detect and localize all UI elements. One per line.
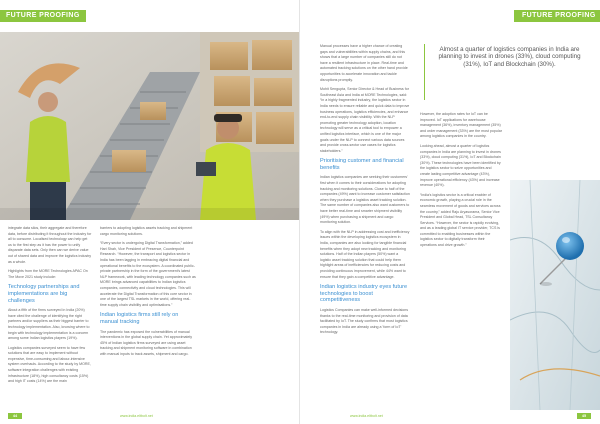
left-column-1 — [8, 226, 92, 389]
quote-paragraph: “Every sector is undergoing Digital Transformation,” added Hari Shah, Vice President of Presence, Counterpoint Research. “However, the transport and logistics sector in India has been lagging in embracing digital financial and operational benefits to the ecosystem. A coordinated public-private partnership in the form of the government's latest NLP framework, with leading technology companies such as MORE brings advanced capabilities to Indian logistics companies, connectivity and cloud technologies. This will accelerate the Digital Transformation of this core sector in one of the largest TSL markets in the world, offering real-time supply chain visibility and optimisations.” — [100, 241, 196, 307]
map-pin-photo — [510, 180, 600, 410]
subheading: Technology partnerships and implementations are big challenges — [8, 284, 80, 304]
section-tag-right: FUTURE PROOFING — [514, 10, 600, 22]
paragraph: integrate data silos, their aggregate and therefore data, before distributing it throughout the industry for all to consume. Localised technology can help get us to the first step as it has the power to unify disparate data sets. Only then can we derive value out of shared data and improve the logistics industry as a whole. — [8, 226, 92, 264]
paragraph: Indian logistics companies are seeking their customers' first when it comes to their considerations for adopting tracking and monitoring solutions. Close to half of the companies (49%) want to increase customer satisfaction when they purchase a logistics asset tracking solution. The same number of companies also want customers to have better real-time and smarter shipment visibility (49%) when purchasing a shipment and cargo monitoring solution. — [320, 175, 410, 225]
section-tag-left: FUTURE PROOFING — [0, 10, 86, 22]
warehouse-workers-photo — [0, 32, 300, 220]
right-column-1 — [320, 44, 410, 340]
paragraph: Manual processes have a higher chance of creating gaps and vulnerabilities within supply chains, and this shows that a large number of companies still do not have a resilient infrastructure in place. Real-time and automated tracking solutions on the other hand provide opportunities to accelerate innovation and tackle disruptions promptly. — [320, 44, 408, 82]
page-number-left: 44 — [8, 413, 22, 419]
pull-quote — [424, 44, 594, 100]
quote-paragraph: Mohit Sengupta, Senior Director & Head of Business for Southeast Asia and India at MORE Technologies, said: “In a highly fragmented industry, the logistics sector in India needs to ensure reliable and quick data to improve business operations, logistics efficiencies, and enhance end-to-end supply chain visibility. With the NLP promoting greater technology adoption, location technology will serve as a critical tool to empower a unified logistics interface, which is one of the major goals under the NLP to connect various data sources and provide cross-sector use cases for logistics stakeholders.” — [320, 87, 410, 153]
subheading: Indian logistics industry eyes future technologies to boost competitiveness — [320, 284, 408, 304]
subheading: Prioritising customer and financial benefits — [320, 158, 404, 171]
footer-url-left[interactable]: www.india.eltbolt.net — [120, 414, 153, 418]
paragraph: However, the adoption rates for IoT can be improved. IoT applications for warehouse management (36%), inventory management (35%) and order management (33%) are the most popular among logistics companies in the country. — [420, 112, 502, 139]
right-column-2 — [420, 112, 502, 253]
subheading: Indian logistics firms still rely on manual tracking — [100, 312, 179, 325]
paragraph: Logistics companies surveyed seem to have few solutions that are easy to implement without expensive, time-consuming and labour-intensive system overhauls. According to the study by MORE, software integration challenges with existing infrastructure (18%), high consultancy costs (15%) and high IT costs (14%) are the main — [8, 345, 91, 384]
paragraph: About a fifth of the firms surveyed in India (20%) have cited the challenge of identifying the right partners and/or suppliers as their biggest barrier to technology implementation. Also, knowing where to begin with technology implementation is a concern among some Indian logistics players (19%). — [8, 308, 90, 341]
footer-url-right[interactable]: www.india.eltbolt.net — [350, 414, 383, 418]
quote-paragraph: “India's logistics sector is a critical enabler of economic growth, playing a crucial role in the seamless movement of goods and services across the country,” added Raju Aryasorama, Senior Vice President and Global Head, TSL Consultancy Services. “However, the sector is rapidly evolving, and as a leading global IT service provider, TCS is committed to enabling businesses within the logistics sector to digitally transform their operations and drive growth.” — [420, 192, 501, 248]
page-number-right: 45 — [577, 413, 591, 419]
paragraph: barriers to adopting logistics assets tracking and shipment cargo monitoring solutions. — [100, 226, 193, 236]
paragraph: To align with the NLP in addressing cost and inefficiency issues within the developing logistics ecosystem in India, companies are also looking for tangible financial benefits when they adopt new tracking and monitoring solutions. Half of the Indian players (50%) want a logistic asset tracking solution that could help them highlight areas of inefficiencies for reducing costs and providing continuous improvement, while 44% want to ensure that they gain a competitive advantage. — [320, 229, 410, 279]
paragraph: Logistics Companies can make well-informed decisions thanks to the real-time monitoring and provision of data facilitated by IoT. The study confirms that most logistics companies in India are already using a 'form of IoT' technology. — [320, 307, 409, 335]
pull-quote-text: Almost a quarter of logistics companies in India are planning to invest in drones (33%), cloud computing (31%), IoT and Blockchain (30%). — [438, 46, 581, 68]
paragraph: Looking ahead, almost a quarter of logistics companies in India are planning to invest in drones (33%), cloud computing (31%), IoT and Blockchain (30%). These technologies have been identified by the logistics sector to seize opportunities and create lasting competitive advantage (43%), improve operational efficiency (43%) and increase revenue (40%). — [420, 143, 501, 188]
paragraph: The pandemic has exposed the vulnerabilities of manual interventions in the global supply chain. Yet approximately 45% of Indian logistics firms surveyed are using asset tracking and shipment monitoring software in combination with manual inputs to track assets, shipment and cargo. — [100, 329, 193, 356]
left-column-2 — [100, 226, 196, 361]
paragraph-intro: Highlights from the MORE Technologies APAC On The Move 2021 study include: — [8, 269, 88, 279]
